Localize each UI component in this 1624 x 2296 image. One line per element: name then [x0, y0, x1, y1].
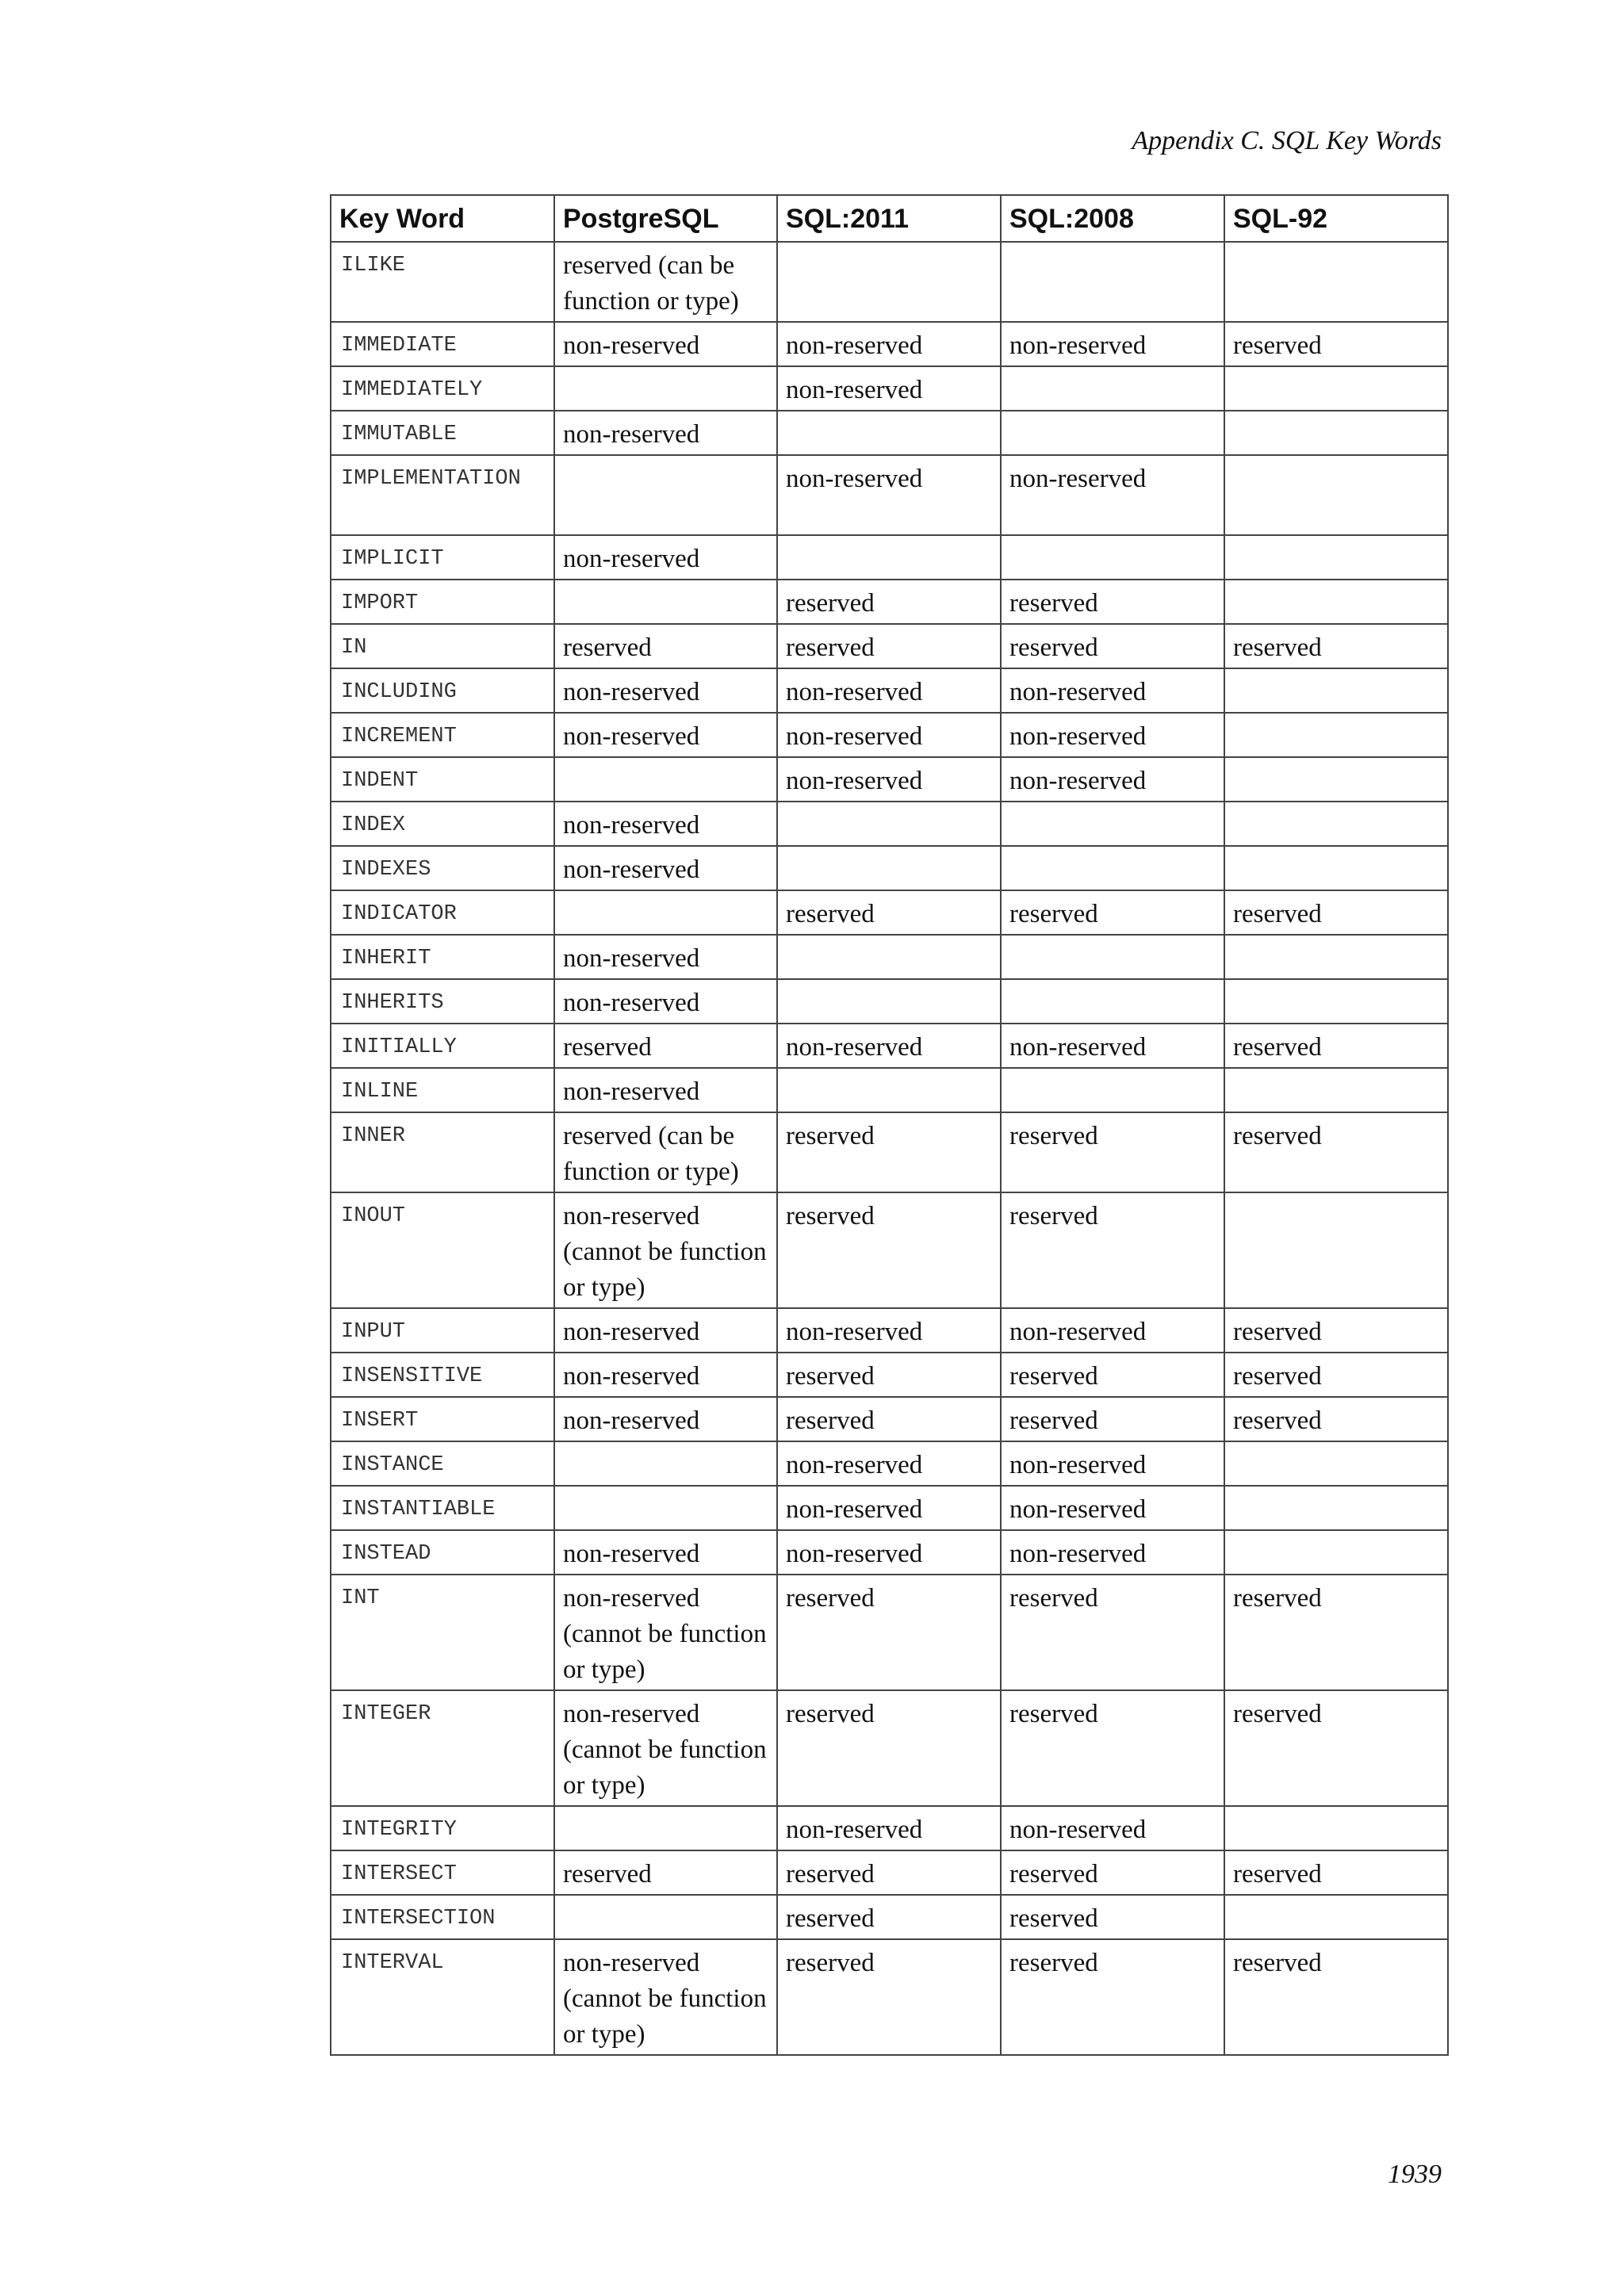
sql2008-cell: reserved — [1001, 1850, 1224, 1895]
sql92-cell: reserved — [1224, 1308, 1448, 1353]
postgresql-cell: non-reserved — [554, 846, 777, 890]
keyword-cell: INSTEAD — [331, 1530, 554, 1575]
postgresql-cell — [554, 455, 777, 535]
keyword-cell: INNER — [331, 1112, 554, 1192]
table-row — [331, 979, 1448, 1024]
sql2011-cell — [777, 979, 1001, 1024]
sql2008-cell: reserved — [1001, 624, 1224, 668]
sql2011-cell: non-reserved — [777, 757, 1001, 802]
table-row — [331, 713, 1448, 757]
table-row — [331, 1806, 1448, 1850]
sql92-cell — [1224, 1486, 1448, 1530]
table-row — [331, 580, 1448, 624]
sql92-cell — [1224, 242, 1448, 322]
table-row — [331, 757, 1448, 802]
sql92-cell — [1224, 935, 1448, 979]
keyword-cell: INCREMENT — [331, 713, 554, 757]
column-header-sql2011: SQL:2011 — [777, 195, 1001, 242]
sql92-cell — [1224, 713, 1448, 757]
sql2011-cell: reserved — [777, 1112, 1001, 1192]
sql2011-cell: reserved — [777, 1850, 1001, 1895]
sql2011-cell: non-reserved — [777, 1308, 1001, 1353]
sql2011-cell — [777, 935, 1001, 979]
sql92-cell: reserved — [1224, 624, 1448, 668]
table-row — [331, 1112, 1448, 1192]
sql92-cell: reserved — [1224, 1024, 1448, 1068]
keyword-cell: INSERT — [331, 1397, 554, 1441]
sql2011-cell: reserved — [777, 1895, 1001, 1939]
postgresql-cell — [554, 890, 777, 935]
postgresql-cell: reserved — [554, 624, 777, 668]
column-header-sql92: SQL-92 — [1224, 195, 1448, 242]
table-row — [331, 846, 1448, 890]
page-number: 1939 — [1388, 2160, 1442, 2189]
sql2011-cell: non-reserved — [777, 455, 1001, 535]
postgresql-cell: non-reserved — [554, 1397, 777, 1441]
sql2011-cell: reserved — [777, 1690, 1001, 1806]
sql2011-cell: reserved — [777, 624, 1001, 668]
sql2008-cell — [1001, 979, 1224, 1024]
sql2011-cell — [777, 535, 1001, 580]
sql2011-cell — [777, 802, 1001, 846]
sql2008-cell: reserved — [1001, 1353, 1224, 1397]
table-row — [331, 455, 1448, 535]
sql2011-cell: reserved — [777, 1353, 1001, 1397]
sql2008-cell: reserved — [1001, 1192, 1224, 1308]
sql2011-cell: non-reserved — [777, 1441, 1001, 1486]
keyword-cell: INTEGER — [331, 1690, 554, 1806]
sql2008-cell — [1001, 935, 1224, 979]
sql2011-cell: reserved — [777, 1192, 1001, 1308]
keyword-cell: INLINE — [331, 1068, 554, 1112]
postgresql-cell: non-reserved — [554, 802, 777, 846]
table-row — [331, 242, 1448, 322]
sql92-cell — [1224, 366, 1448, 411]
sql2008-cell — [1001, 242, 1224, 322]
sql92-cell — [1224, 668, 1448, 713]
sql92-cell — [1224, 1530, 1448, 1575]
sql2008-cell: non-reserved — [1001, 455, 1224, 535]
sql92-cell: reserved — [1224, 1939, 1448, 2055]
sql92-cell — [1224, 580, 1448, 624]
sql2011-cell: reserved — [777, 890, 1001, 935]
sql2011-cell — [777, 411, 1001, 455]
keywords-table — [330, 194, 1449, 2056]
keyword-cell: INTERSECT — [331, 1850, 554, 1895]
keyword-cell: INT — [331, 1575, 554, 1690]
postgresql-cell: non-reserved (cannot be function or type) — [554, 1192, 777, 1308]
postgresql-cell: reserved (can be function or type) — [554, 242, 777, 322]
sql2011-cell — [777, 1068, 1001, 1112]
sql92-cell: reserved — [1224, 1575, 1448, 1690]
sql2011-cell: non-reserved — [777, 1530, 1001, 1575]
keyword-cell: IMPLICIT — [331, 535, 554, 580]
sql2008-cell: non-reserved — [1001, 1024, 1224, 1068]
sql2008-cell: reserved — [1001, 1112, 1224, 1192]
sql2008-cell: reserved — [1001, 1690, 1224, 1806]
sql2011-cell — [777, 242, 1001, 322]
table-row — [331, 411, 1448, 455]
postgresql-cell: reserved — [554, 1850, 777, 1895]
sql2008-cell: non-reserved — [1001, 1806, 1224, 1850]
sql92-cell: reserved — [1224, 890, 1448, 935]
table-row — [331, 802, 1448, 846]
sql92-cell: reserved — [1224, 322, 1448, 366]
sql2008-cell: non-reserved — [1001, 1486, 1224, 1530]
table-row — [331, 1690, 1448, 1806]
sql2011-cell — [777, 846, 1001, 890]
postgresql-cell: non-reserved — [554, 979, 777, 1024]
keyword-cell: INSENSITIVE — [331, 1353, 554, 1397]
table-row — [331, 535, 1448, 580]
sql2008-cell: reserved — [1001, 1939, 1224, 2055]
sql2008-cell: reserved — [1001, 1575, 1224, 1690]
keyword-cell: INTEGRITY — [331, 1806, 554, 1850]
table-row — [331, 668, 1448, 713]
sql92-cell — [1224, 979, 1448, 1024]
sql2008-cell — [1001, 535, 1224, 580]
table-row — [331, 1308, 1448, 1353]
postgresql-cell — [554, 1441, 777, 1486]
sql92-cell — [1224, 1441, 1448, 1486]
keyword-cell: ILIKE — [331, 242, 554, 322]
sql92-cell: reserved — [1224, 1690, 1448, 1806]
table-row — [331, 1530, 1448, 1575]
keyword-cell: INDICATOR — [331, 890, 554, 935]
postgresql-cell: non-reserved — [554, 1353, 777, 1397]
postgresql-cell — [554, 366, 777, 411]
postgresql-cell: non-reserved — [554, 1068, 777, 1112]
postgresql-cell: non-reserved — [554, 935, 777, 979]
postgresql-cell: non-reserved (cannot be function or type) — [554, 1690, 777, 1806]
sql2008-cell: non-reserved — [1001, 668, 1224, 713]
keyword-cell: IMMEDIATE — [331, 322, 554, 366]
sql2008-cell: non-reserved — [1001, 1530, 1224, 1575]
keyword-cell: INCLUDING — [331, 668, 554, 713]
postgresql-cell: non-reserved (cannot be function or type) — [554, 1939, 777, 2055]
running-header: Appendix C. SQL Key Words — [1132, 126, 1442, 155]
postgresql-cell: non-reserved — [554, 668, 777, 713]
sql2011-cell: reserved — [777, 1397, 1001, 1441]
header-row — [331, 195, 1448, 242]
column-header-postgresql: PostgreSQL — [554, 195, 777, 242]
table-row — [331, 1895, 1448, 1939]
keyword-cell: INDEXES — [331, 846, 554, 890]
table-row — [331, 624, 1448, 668]
table-row — [331, 1353, 1448, 1397]
keyword-cell: INDEX — [331, 802, 554, 846]
column-header-sql2008: SQL:2008 — [1001, 195, 1224, 242]
table-row — [331, 935, 1448, 979]
sql92-cell — [1224, 1895, 1448, 1939]
sql2011-cell: non-reserved — [777, 322, 1001, 366]
table-row — [331, 1939, 1448, 2055]
postgresql-cell: non-reserved — [554, 1308, 777, 1353]
table-row — [331, 1850, 1448, 1895]
keyword-cell: IMPLEMENTATION — [331, 455, 554, 535]
table-row — [331, 1486, 1448, 1530]
postgresql-cell: non-reserved — [554, 1530, 777, 1575]
table-row — [331, 1192, 1448, 1308]
keyword-cell: INDENT — [331, 757, 554, 802]
keyword-cell: INHERIT — [331, 935, 554, 979]
sql2008-cell: reserved — [1001, 1895, 1224, 1939]
postgresql-cell: reserved (can be function or type) — [554, 1112, 777, 1192]
keyword-cell: INPUT — [331, 1308, 554, 1353]
postgresql-cell: non-reserved — [554, 322, 777, 366]
sql2008-cell: non-reserved — [1001, 713, 1224, 757]
keyword-cell: INSTANCE — [331, 1441, 554, 1486]
postgresql-cell — [554, 757, 777, 802]
sql2008-cell — [1001, 1068, 1224, 1112]
sql92-cell — [1224, 1068, 1448, 1112]
table-row — [331, 322, 1448, 366]
sql2008-cell — [1001, 846, 1224, 890]
sql92-cell: reserved — [1224, 1397, 1448, 1441]
sql2008-cell — [1001, 802, 1224, 846]
sql92-cell — [1224, 411, 1448, 455]
postgresql-cell: non-reserved — [554, 713, 777, 757]
keyword-cell: IN — [331, 624, 554, 668]
table-row — [331, 890, 1448, 935]
sql92-cell — [1224, 1192, 1448, 1308]
sql2011-cell: reserved — [777, 1939, 1001, 2055]
table-row — [331, 1397, 1448, 1441]
table-header — [331, 195, 1448, 242]
table-row — [331, 1068, 1448, 1112]
sql92-cell: reserved — [1224, 1112, 1448, 1192]
sql92-cell — [1224, 757, 1448, 802]
keyword-cell: INTERVAL — [331, 1939, 554, 2055]
sql2011-cell: reserved — [777, 1575, 1001, 1690]
sql2008-cell: reserved — [1001, 890, 1224, 935]
keyword-cell: INTERSECTION — [331, 1895, 554, 1939]
sql92-cell — [1224, 535, 1448, 580]
keyword-cell: INITIALLY — [331, 1024, 554, 1068]
sql2008-cell: non-reserved — [1001, 322, 1224, 366]
sql92-cell: reserved — [1224, 1850, 1448, 1895]
table-row — [331, 1575, 1448, 1690]
sql2008-cell — [1001, 366, 1224, 411]
sql2011-cell: non-reserved — [777, 1806, 1001, 1850]
column-header-key-word: Key Word — [331, 195, 554, 242]
sql92-cell — [1224, 802, 1448, 846]
sql2008-cell: non-reserved — [1001, 1441, 1224, 1486]
sql2008-cell — [1001, 411, 1224, 455]
postgresql-cell: non-reserved — [554, 411, 777, 455]
postgresql-cell: non-reserved — [554, 535, 777, 580]
sql92-cell — [1224, 846, 1448, 890]
sql2011-cell: non-reserved — [777, 668, 1001, 713]
sql2011-cell: non-reserved — [777, 366, 1001, 411]
table-row — [331, 1024, 1448, 1068]
table-row — [331, 366, 1448, 411]
sql2011-cell: non-reserved — [777, 1024, 1001, 1068]
sql2008-cell: reserved — [1001, 580, 1224, 624]
postgresql-cell — [554, 1806, 777, 1850]
keyword-cell: IMMEDIATELY — [331, 366, 554, 411]
sql2008-cell: non-reserved — [1001, 757, 1224, 802]
postgresql-cell — [554, 1895, 777, 1939]
sql2008-cell: reserved — [1001, 1397, 1224, 1441]
sql2011-cell: non-reserved — [777, 1486, 1001, 1530]
keyword-cell: INSTANTIABLE — [331, 1486, 554, 1530]
keyword-cell: INOUT — [331, 1192, 554, 1308]
sql2008-cell: non-reserved — [1001, 1308, 1224, 1353]
postgresql-cell: non-reserved (cannot be function or type) — [554, 1575, 777, 1690]
postgresql-cell — [554, 580, 777, 624]
table-body — [331, 242, 1448, 2055]
keyword-cell: IMPORT — [331, 580, 554, 624]
postgresql-cell — [554, 1486, 777, 1530]
sql92-cell — [1224, 1806, 1448, 1850]
sql2011-cell: reserved — [777, 580, 1001, 624]
sql92-cell: reserved — [1224, 1353, 1448, 1397]
sql2011-cell: non-reserved — [777, 713, 1001, 757]
table-row — [331, 1441, 1448, 1486]
keyword-cell: IMMUTABLE — [331, 411, 554, 455]
sql92-cell — [1224, 455, 1448, 535]
keyword-cell: INHERITS — [331, 979, 554, 1024]
postgresql-cell: reserved — [554, 1024, 777, 1068]
